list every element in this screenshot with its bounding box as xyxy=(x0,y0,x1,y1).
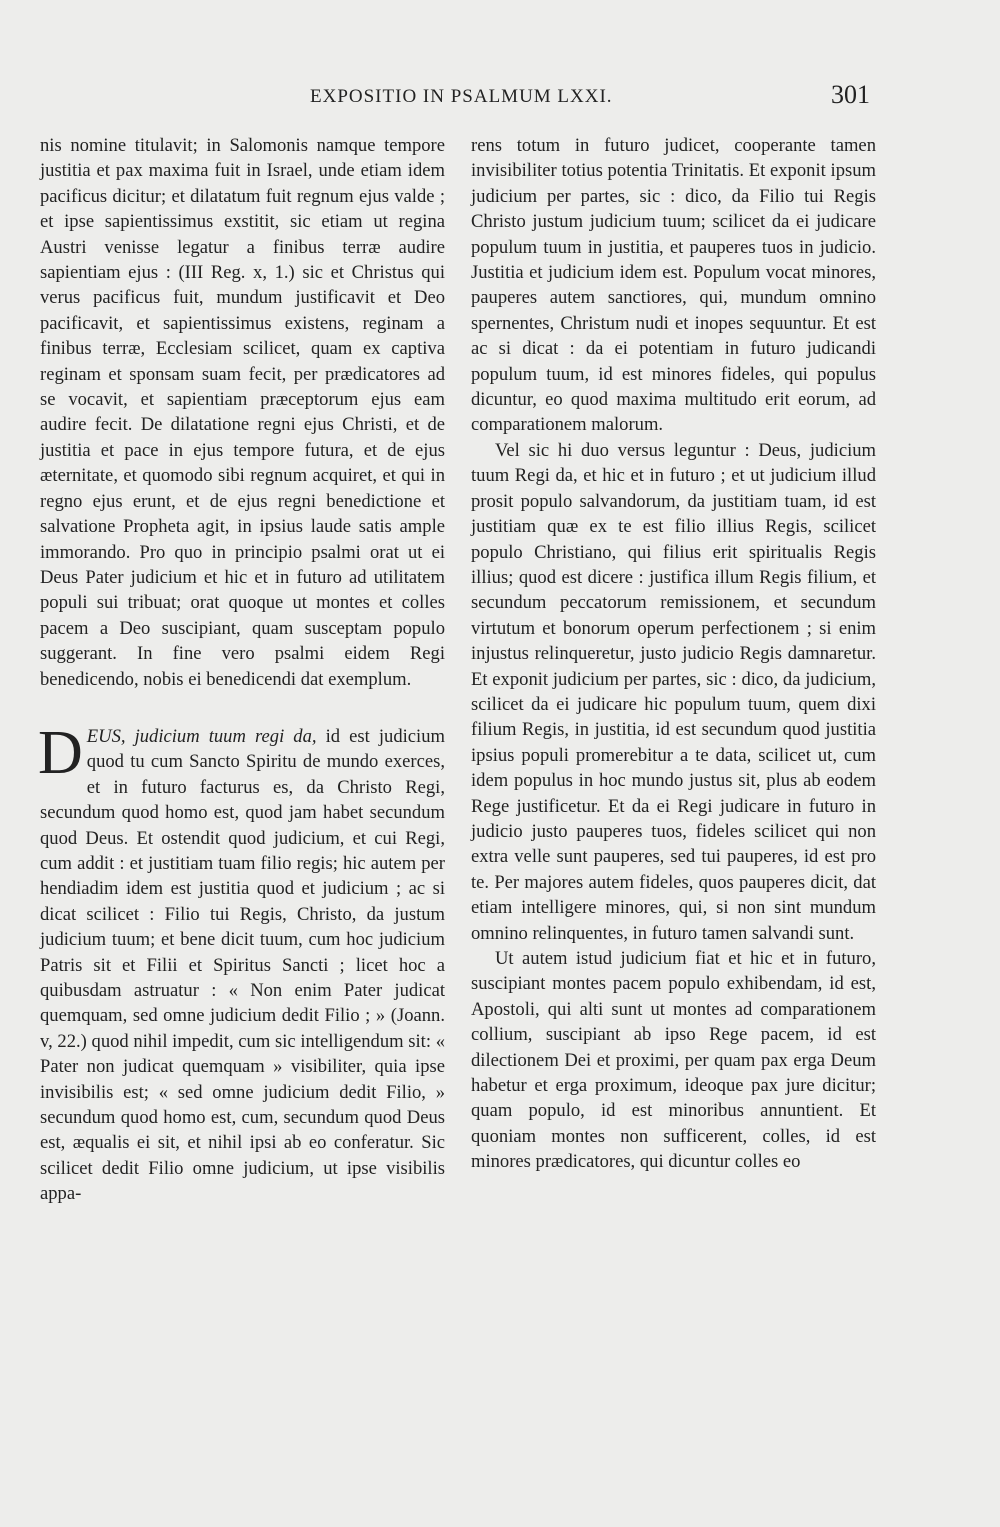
page-header xyxy=(40,80,880,116)
left-paragraph-2-text: id est judicium quod tu cum Sancto Spiritu de mundo exerces, et in futuro facturus es, da Christo Regi, secundum quod homo est, quod jam habet secundum quod Deus. Et ostendit quod judicium, et cui Regi, cum addit : et justitiam tuam filio regis; hic autem per hendiadim idem est justitia quod et judicium ; ac si dicat scilicet : Filio tui Regis, Christo, da justum judicium tuum; et bene dicit tuum, cum hoc judicium Patris sit et Filii et Spiritus Sancti ; licet hoc a quibusdam astruatur : « Non enim Pater judicat quemquam, sed omne judicium dedit Filio ; » (Joann. v, 22.) quod nihil impedit, cum sic intelligendum sit: « Pater non judicat quemquam » visibiliter, quia ipse invisibilis est; « sed omne judicium dedit Filio, » secundum quod homo est, cum, secundum quod Deus est, æqualis ei sit, et nihil ipsi ab eo conferatur. Sic scilicet dedit Filio omne judicium, ut ipse visibilis appa- xyxy=(40,725,445,1205)
page-number: 301 xyxy=(831,80,870,109)
right-column xyxy=(471,133,876,1175)
left-column xyxy=(40,133,445,1207)
left-paragraph-1: nis nomine titulavit; in Salomonis namque tempore justitia et pax maxima fuit in Israel, unde etiam idem pacificus dicitur; et dilatatum fuit regnum ejus valde ; et ipse sapientissimus exstitit, sic etiam ut regina Austri venisse legatur a finibus terræ audire sapientiam ejus : (III Reg. x, 1.) sic et Christus qui verus pacificus fuit, mundum justificavit et Deo pacificavit, et sapientissimus existens, reginam a finibus terræ, Ecclesiam scilicet, quam ex captiva reginam et sponsam suam fecit, per prædicatores ad se vocavit, et sapientiam præceptorum ejus eam audire fecit. De dilatatione regni ejus Christi, et de justitia et pace in ejus tempore futura, et de ejus æternitate, et quomodo sibi regnum acquiret, et qui in regno ejus erunt, et de ejus regni benedictione et salvatione Propheta agit, in ipsius laude satis ample immorando. Pro quo in principio psalmi orat ut ei Deus Pater judicium et hic et in futuro ad utilitatem populi sui tribuat; orat quoque ut montes et colles pacem a Deo suscipiant, quam susceptam populo suggerant. In fine vero psalmi eidem Regi benedicendo, nobis ei benedicendi dat exemplum. xyxy=(40,135,445,690)
right-paragraph-3: Ut autem istud judicium fiat et hic et in futuro, suscipiant montes pacem populo exhibendam, id est, Apostoli, qui alti sunt ut montes ad comparationem collium, suscipiant ab ipso Rege pacem, id est dilectionem Dei et proximi, per quam pax erga Deum habetur et erga proximum, ideoque pax jure dicitur; quam populo, id est minoribus annuntient. Et quoniam montes non sufficerent, colles, id est minores prædicatores, qui dicuntur colles eo xyxy=(471,948,876,1173)
drop-cap: D xyxy=(38,718,83,787)
running-title: EXPOSITIO IN PSALMUM LXXI. xyxy=(310,86,613,107)
right-paragraph-1: rens totum in futuro judicet, cooperante tamen invisibiliter totius potentia Trinitatis. Et exponit ipsum judicium per partes, sic : dico, da Filio tui Regis Christo justum judicium tuum; scilicet da ei judicare populum tuum in justitia, et pauperes tuos in judicio. Justitia et judicium idem est. Populum vocat minores, pauperes autem sanctiores, qui, mundum omnino spernentes, Christum nudi et inopes sequuntur. Et est ac si dicat : da ei potentiam in futuro judicandi populum tuum, id est minores fideles, qui populus dicuntur, eo quod maxima multitudo erit eorum, ad comparationem malorum. xyxy=(471,135,876,436)
left-paragraph-2 xyxy=(38,718,445,1207)
verse-lead: EUS, judicium tuum regi da, xyxy=(86,725,317,747)
right-paragraph-2: Vel sic hi duo versus leguntur : Deus, judicium tuum Regi da, et hic et in futuro ; et ut judicium illud prosit populo salvandorum, da justitiam tuam, id est justitiam quæ ex te est filio illius Regis, scilicet populo Christiano, qui filius erit spiritualis Regis illius; quod est dicere : justifica illum Regis filium, et secundum peccatorum remissionem, et secundum virtutum et bonorum operum perfectionem ; si enim injustus relinqueretur, justo judicio Regis damnaretur. Et exponit judicium per partes, sic : dico, da judicium, scilicet da ei judicare hic populum tuum, quem dixi filium Regis, in justitia, id est secundum quod justitia ipsius populi promerebitur a te data, scilicet ut, cum idem populus in hoc mundo justus sit, plus ab eodem Rege justificetur. Et da ei Regi judicare in futuro in judicio justo pauperes tuos, fideles scilicet qui non extra velle sunt pauperes, sed tui pauperes, id est pro te. Per majores autem fideles, quos pauperes dicit, dat etiam intelligere minores, qui, si non sint mundum omnino relinquentes, in futuro tamen salvandi sunt. xyxy=(471,439,876,944)
